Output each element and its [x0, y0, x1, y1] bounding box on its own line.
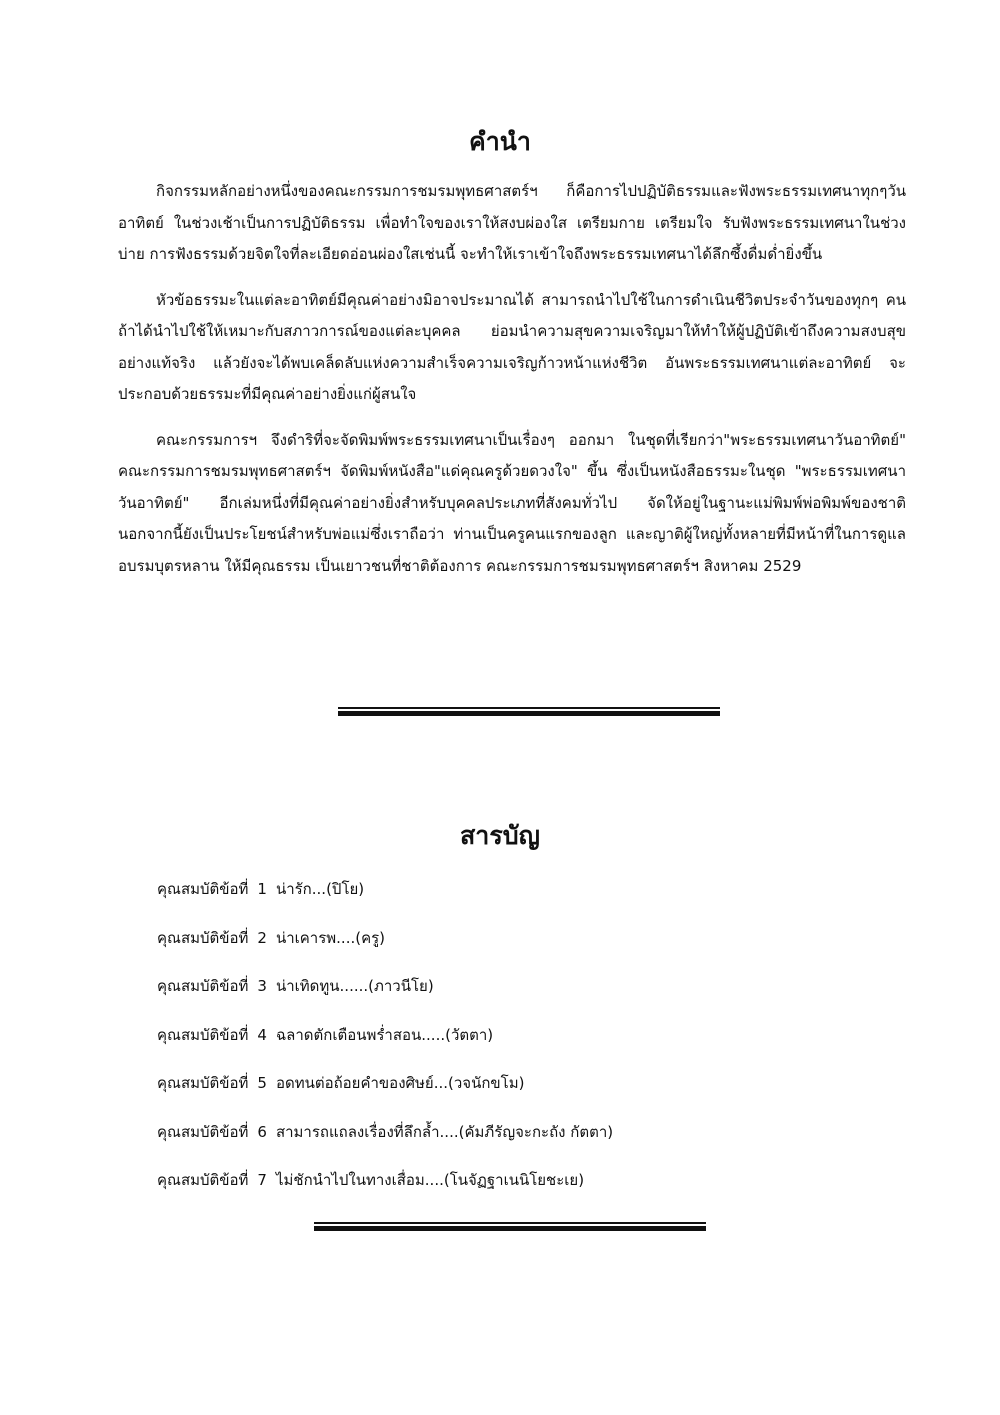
divider-thick-line: [314, 1226, 706, 1231]
toc-item-prefix: คุณสมบัติข้อที่: [157, 1122, 249, 1141]
toc-item: [157, 1117, 917, 1166]
toc-item-prefix: คุณสมบัติข้อที่: [157, 1025, 249, 1044]
toc-item-text: อดทนต่อถ้อยคำของศิษย์...(วจนักขโม): [275, 1074, 525, 1092]
toc-item-text: ฉลาดตักเตือนพร่ำสอน.....(วัตตา): [275, 1025, 494, 1044]
intro-title: คำนำ: [469, 127, 531, 156]
intro-paragraph: หัวข้อธรรมะในแต่ละอาทิตย์มีคุณค่าอย่างมิอาจประมาณได้ สามารถนำไปใช้ในการดำเนินชีวิตประจำวันของทุกๆ คน ถ้าได้นำไปใช้ให้เหมาะกับสภาวการณ์ของแต่ละบุคคล ย่อมนำความสุขความเจริญมาให้ทำให้ผู้ปฏิบัติเข้าถึงความสงบสุขอย่างแท้จริง แล้วยังจะได้พบเคล็ดลับแห่งความสำเร็จความเจริญก้าวหน้าแห่งชีวิต อันพระธรรมเทศนาแต่ละอาทิตย์ จะประกอบด้วยธรรมะที่มีคุณค่าอย่างยิ่งแก่ผู้สนใจ: [118, 290, 906, 403]
section-divider: [314, 1222, 706, 1232]
toc-item: [157, 1020, 917, 1069]
toc-title: สารบัญ: [460, 821, 540, 850]
intro-paragraph: กิจกรรมหลักอย่างหนึ่งของคณะกรรมการชมรมพุทธศาสตร์ฯ ก็คือการไปปฏิบัติธรรมและฟังพระธรรมเทศนาทุกๆวันอาทิตย์ ในช่วงเช้าเป็นการปฏิบัติธรรม เพื่อทำใจของเราให้สงบผ่องใส เตรียมกาย เตรียมใจ รับฟังพระธรรมเทศนาในช่วงบ่าย การฟังธรรมด้วยจิตใจที่ละเอียดอ่อนผ่องใสเช่นนี้ จะทำให้เราเข้าใจถึงพระธรรมเทศนาได้ลึกซึ้งดื่มด่ำยิ่งขึ้น: [118, 182, 906, 263]
divider-thick-line: [338, 711, 720, 716]
divider-thin-line: [314, 1222, 706, 1224]
toc-item-text: สามารถแถลงเรื่องที่ลึกล้ำ....(คัมภีรัญจะกะถัง กัตตา): [275, 1122, 614, 1141]
toc-item: [157, 971, 917, 1020]
toc-item-prefix: คุณสมบัติข้อที่: [157, 1171, 249, 1189]
toc-item-number: 4: [257, 1025, 267, 1044]
toc-item-prefix: คุณสมบัติข้อที่: [157, 1074, 249, 1092]
toc-item: [157, 923, 917, 972]
toc-item-number: 6: [257, 1122, 267, 1141]
toc-item-prefix: คุณสมบัติข้อที่: [157, 977, 249, 995]
divider-thin-line: [338, 707, 720, 709]
toc-item-prefix: คุณสมบัติข้อที่: [157, 880, 249, 898]
section-divider: [338, 707, 720, 717]
toc-item-number: 2: [257, 928, 267, 947]
toc-item-prefix: คุณสมบัติข้อที่: [157, 928, 249, 947]
toc-item-number: 7: [257, 1171, 267, 1189]
intro-paragraph: คณะกรรมการฯ จึงดำริที่จะจัดพิมพ์พระธรรมเทศนาเป็นเรื่องๆ ออกมา ในชุดที่เรียกว่า"พระธรรมเทศนาวันอาทิตย์" คณะกรรมการชมรมพุทธศาสตร์ฯ จัดพิมพ์หนังสือ"แด่คุณครูด้วยดวงใจ" ขึ้น ซึ่งเป็นหนังสือธรรมะในชุด "พระธรรมเทศนาวันอาทิตย์" อีกเล่มหนึ่งที่มีคุณค่าอย่างยิ่งสำหรับบุคคลประเภทที่สังคมทั่วไป จัดให้อยู่ในฐานะแม่พิมพ์พ่อพิมพ์ของชาติ นอกจากนี้ยังเป็นประโยชน์สำหรับพ่อแม่ซึ่งเราถือว่า ท่านเป็นครูคนแรกของลูก และญาติผู้ใหญ่ทั้งหลายที่มีหน้าที่ในการดูแลอบรมบุตรหลาน ให้มีคุณธรรม เป็นเยาวชนที่ชาติต้องการ คณะกรรมการชมรมพุทธศาสตร์ฯ สิงหาคม 2529: [118, 430, 906, 575]
toc-item-number: 3: [257, 977, 267, 995]
toc-item-text: ไม่ชักนำไปในทางเสื่อม....(โนจัฏฐาเนนิโยชะเย): [275, 1171, 585, 1189]
intro-body: [118, 176, 906, 596]
toc-item: [157, 1165, 917, 1214]
table-of-contents: [157, 874, 917, 1214]
toc-item: [157, 874, 917, 923]
toc-item: [157, 1068, 917, 1117]
toc-item-number: 1: [257, 880, 267, 898]
toc-item-text: น่าเคารพ....(ครู): [275, 928, 386, 947]
toc-item-text: น่ารัก...(ปิโย): [275, 880, 365, 898]
toc-item-number: 5: [257, 1074, 267, 1092]
toc-item-text: น่าเทิดทูน......(ภาวนีโย): [275, 977, 434, 995]
